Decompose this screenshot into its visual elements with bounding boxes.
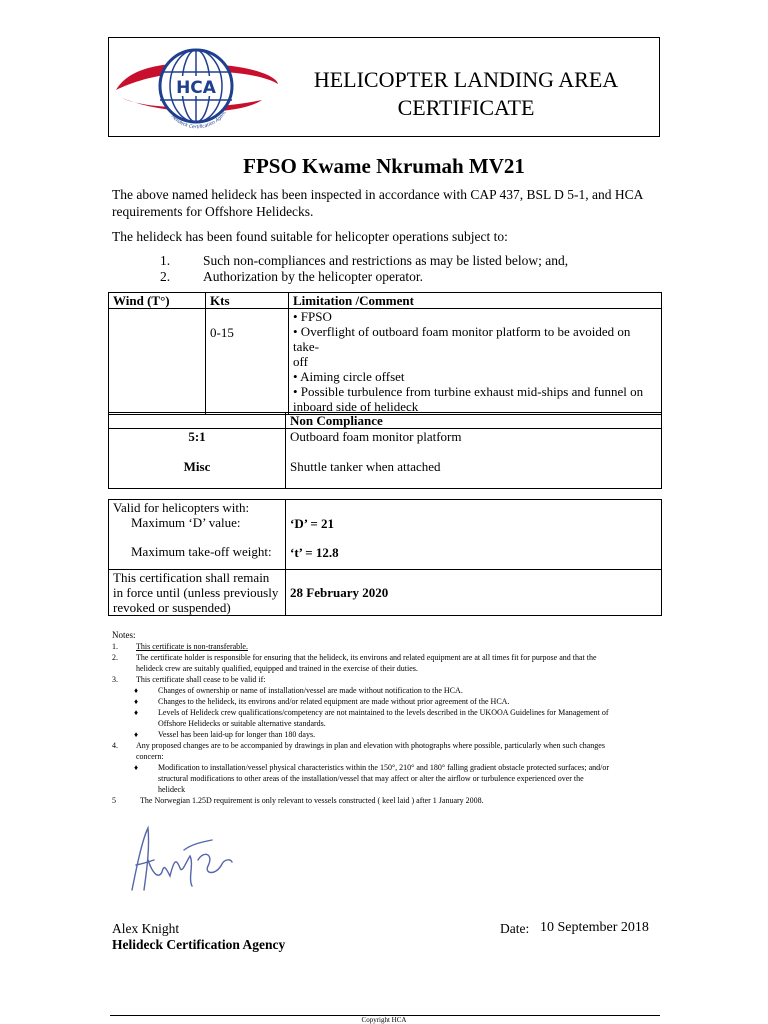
expiry-date: 28 February 2020 xyxy=(286,570,662,616)
condition-text-1: Such non-compliances and restrictions as may be listed below; and, xyxy=(203,253,569,268)
condition-text-2: Authorization by the helicopter operator. xyxy=(203,269,424,284)
notes-title: Notes: xyxy=(112,630,136,640)
t-value: ‘t’ = 12.8 xyxy=(290,545,339,560)
date-label: Date: xyxy=(500,921,530,936)
intro-paragraph: The above named helideck has been inspected in accordance with CAP 437, BSL D 5-1, and HCA requirements for Offshore Helidecks. xyxy=(112,187,644,219)
notes-section: Notes: 1. This certificate is non-transferable. 2. The certificate holder is responsible for ensuring that the helideck, its environs and related equipment are at all times fit for purpose and that the helideck crew are suitably qualified, equipped and trained in the exercise of their duties. 3. This certificate shall cease to be valid if: ♦ Changes of ownership or name of installation/vessel are made without notification to the HCA. ♦ Changes to the helideck, its environs and/or related equipment are made without prior agreement of the HCA. ♦ Levels of Helideck crew qualifications/competency are not maintained to the levels described in the UKOOA Guidelines for Management of Offshore Helidecks or suitable alternative standards. ♦ Vessel has been laid-up for longer than 180 days. 4. Any proposed changes are to be accompanied by drawings in plan and elevation with photographs where possible, particularly when such changes concern: ♦ Modification to installation/vessel physical characteristics within the 150°, 210° and 180° falling gradient obstacle protected surfaces; and/or structural modifications to other areas of the installation/vessel that may affect or alter the airflow or turbulence experienced over the helideck 5 The Norwegian 1.25D requirement is only relevant to vessels constructed ( keel laid ) after 1 January 2008. xyxy=(112,630,660,806)
limitations-table xyxy=(108,292,662,415)
non-compliance-header: Non Compliance xyxy=(286,413,662,429)
nc-text-2: Shuttle tanker when attached xyxy=(290,459,441,474)
signing-date: 10 September 2018 xyxy=(540,920,649,935)
nc-ref-2: Misc xyxy=(183,459,211,474)
wind-cell xyxy=(109,309,206,415)
note-4: Any proposed changes are to be accompanied by drawings in plan and elevation with photographs where possible, particularly when such changes concern: xyxy=(136,741,605,761)
header-kts: Kts xyxy=(206,293,289,309)
d-value: ‘D’ = 21 xyxy=(290,516,334,531)
title-line-1: HELICOPTER LANDING AREA xyxy=(313,67,619,92)
logo-text: HCA xyxy=(176,78,216,98)
header-limitation: Limitation /Comment xyxy=(289,293,662,309)
mtow-label: Maximum take-off weight: xyxy=(131,544,272,559)
valid-for-label: Valid for helicopters with: xyxy=(113,500,250,515)
note-4-bullet: ♦ Modification to installation/vessel physical characteristics within the 150°, 210° and 180° falling gradient obstacle protected surfaces; and/or structural modifications to other areas of the installation/vessel that may affect or alter the airflow or turbulence experienced over the helideck xyxy=(134,763,610,794)
note-2: The certificate holder is responsible for ensuring that the helideck, its environs and related equipment are at all times fit for purpose and that the helideck crew are suitably qualified, equipped and trained in the exercise of their duties. xyxy=(136,653,597,673)
condition-num-2: 2. xyxy=(160,269,171,284)
nc-ref-1: 5:1 xyxy=(188,429,206,444)
logo-caption: Helideck Certification Agenc xyxy=(169,110,228,131)
installation-name: FPSO Kwame Nkrumah MV21 xyxy=(243,154,525,178)
copyright-notice: Copyright HCA xyxy=(361,1016,407,1024)
certificate-title xyxy=(285,66,647,122)
note-1: This certificate is non-transferable. xyxy=(136,642,248,651)
hca-logo xyxy=(112,42,282,134)
signature-image xyxy=(118,820,248,900)
header-wind: Wind (T°) xyxy=(109,293,206,309)
validity-table: Valid for helicopters with: Maximum ‘D’ value: Maximum take-off weight: ‘D’ = 21 ‘t’ = 12.8 This certification shall remain in force until (unless previously revoked or suspended) 28 February 2020 xyxy=(108,499,662,616)
note-3-bullets: ♦ Changes of ownership or name of installation/vessel are made without notification to the HCA. ♦ Changes to the helideck, its environs and/or related equipment are made without prior agreement of the HCA. ♦ Levels of Helideck crew qualifications/competency are not maintained to the levels described in the UKOOA Guidelines for Management of Offshore Helidecks or suitable alternative standards. ♦ Vessel has been laid-up for longer than 180 days. xyxy=(134,686,609,739)
title-line-2: CERTIFICATE xyxy=(397,95,535,120)
signatory-name: Alex Knight xyxy=(112,921,180,936)
suitability-statement: The helideck has been found suitable for helicopter operations subject to: xyxy=(112,229,508,244)
note-3: This certificate shall cease to be valid if: xyxy=(136,675,266,684)
note-5: The Norwegian 1.25D requirement is only relevant to vessels constructed ( keel laid ) after 1 January 2008. xyxy=(140,796,484,805)
d-value-label: Maximum ‘D’ value: xyxy=(131,515,241,530)
kts-cell: 0-15 xyxy=(206,309,289,415)
limitation-comments: • FPSO • Overflight of outboard foam monitor platform to be avoided on take- off • Aiming circle offset • Possible turbulence from turbine exhaust mid-ships and funnel on inboard side of helideck xyxy=(289,309,662,415)
condition-num-1: 1. xyxy=(160,253,171,268)
nc-text-1: Outboard foam monitor platform xyxy=(290,429,462,444)
non-compliance-table xyxy=(108,412,662,489)
signatory-organisation: Helideck Certification Agency xyxy=(112,937,286,952)
